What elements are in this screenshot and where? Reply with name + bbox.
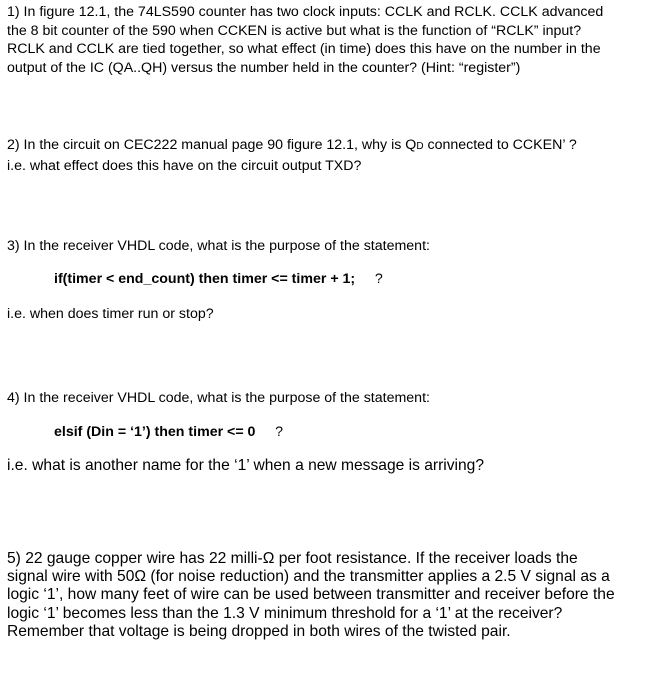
question-3-followup-text: i.e. when does timer run or stop?	[7, 306, 214, 322]
question-5-line: logic ‘1’ becomes less than the 1.3 V minimum threshold for a ‘1’ at the receiver?	[7, 604, 563, 622]
question-4-code-tail: ?	[255, 424, 284, 440]
question-3-code	[54, 271, 383, 287]
question-5	[7, 550, 656, 641]
question-3-code-tail: ?	[355, 271, 383, 287]
question-4-intro	[7, 389, 656, 408]
question-4-followup	[7, 457, 656, 475]
question-1-line: 1) In figure 12.1, the 74LS590 counter has two clock inputs: CCLK and RCLK. CCLK advanced	[7, 4, 604, 20]
question-1-line: output of the IC (QA..QH) versus the number held in the counter? (Hint: “register”)	[7, 59, 521, 76]
question-2	[7, 136, 656, 175]
question-1	[7, 3, 656, 77]
question-4-intro-text: 4) In the receiver VHDL code, what is the purpose of the statement:	[7, 390, 430, 406]
question-2-text-pre: 2) In the circuit on CEC222 manual page 90 figure 12.1, why is Q	[7, 137, 417, 153]
question-5-line: 5) 22 gauge copper wire has 22 milli-Ω per foot resistance. If the receiver loads the	[7, 550, 578, 567]
question-4-code-text: elsif (Din = ‘1’) then timer <= 0	[54, 424, 256, 440]
question-2-text-post: connected to CCKEN’ ?	[423, 137, 577, 153]
question-2-subscript: D	[416, 141, 424, 152]
question-4-followup-text: i.e. what is another name for the ‘1’ when a new message is arriving?	[7, 457, 485, 474]
question-5-line: Remember that voltage is being dropped in both wires of the twisted pair.	[7, 622, 511, 640]
question-2-line-2: i.e. what effect does this have on the circuit output TXD?	[7, 157, 362, 174]
question-3-followup	[7, 305, 656, 324]
question-4-code	[54, 424, 283, 440]
question-1-line: the 8 bit counter of the 590 when CCKEN is active but what is the function of “RCLK” input?	[7, 22, 582, 39]
question-5-line: logic ‘1’, how many feet of wire can be used between transmitter and receiver before the	[7, 586, 615, 604]
question-3-intro	[7, 237, 656, 256]
question-5-line: signal wire with 50Ω (for noise reduction) and the transmitter applies a 2.5 V signal as a	[7, 568, 610, 586]
question-2-line-1	[7, 136, 656, 157]
question-1-line: RCLK and CCLK are tied together, so what effect (in time) does this have on the number in the	[7, 41, 601, 57]
question-3-code-text: if(timer < end_count) then timer <= timer + 1;	[54, 271, 356, 287]
question-3-intro-text: 3) In the receiver VHDL code, what is the purpose of the statement:	[7, 238, 430, 254]
